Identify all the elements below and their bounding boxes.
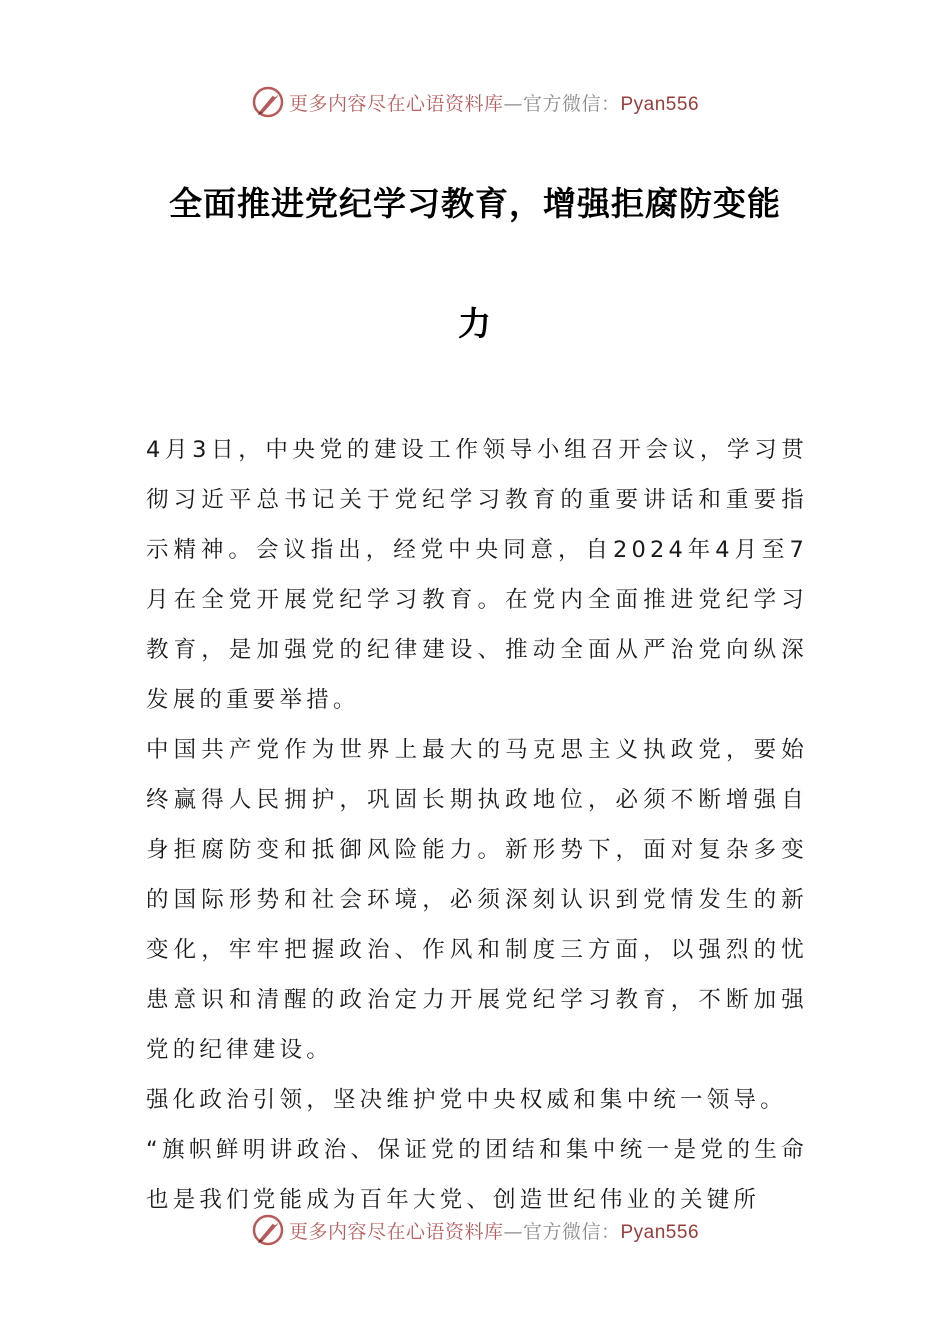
paragraph: 4月3日，中央党的建设工作领导小组召开会议，学习贯彻习近平总书记关于党纪学习教育的重要讲话和重要指示精神。会议指出，经党中央同意，自2024年4月至7月在全党开展党纪学习教育。在党内全面推进党纪学习教育，是加强党的纪律建设、推动全面从严治党向纵深发展的重要举措。 [146, 437, 808, 713]
paragraph: “旗帜鲜明讲政治、保证党的团结和集中统一是党的生命也是我们党能成为百年大党、创造世纪伟业的关键所 [146, 1137, 808, 1213]
quill-pen-icon [251, 85, 285, 119]
document-title-line-1: 全面推进党纪学习教育，增强拒腐防变能 [169, 184, 781, 223]
document-body [146, 425, 808, 1225]
quill-pen-icon [251, 1213, 285, 1247]
footer-watermark-text: 更多内容尽在心语资料库—官方微信：Pyan556 [288, 1220, 700, 1243]
paragraph: 强化政治引领，坚决维护党中央权威和集中统一领导。 [146, 1087, 787, 1113]
footer-watermark-banner [0, 1210, 950, 1250]
document-title-line-2: 力 [458, 304, 492, 343]
paragraph: 中国共产党作为世界上最大的马克思主义执政党，要始终赢得人民拥护，巩固长期执政地位，必须不断增强自身拒腐防变和抵御风险能力。新形势下，面对复杂多变的国际形势和社会环境，必须深刻认识到党情发生的新变化，牢牢把握政治、作风和制度三方面，以强烈的忧患意识和清醒的政治定力开展党纪学习教育，不断加强党的纪律建设。 [146, 737, 808, 1063]
header-watermark-banner [0, 82, 950, 122]
header-watermark-text: 更多内容尽在心语资料库—官方微信：Pyan556 [288, 92, 700, 115]
